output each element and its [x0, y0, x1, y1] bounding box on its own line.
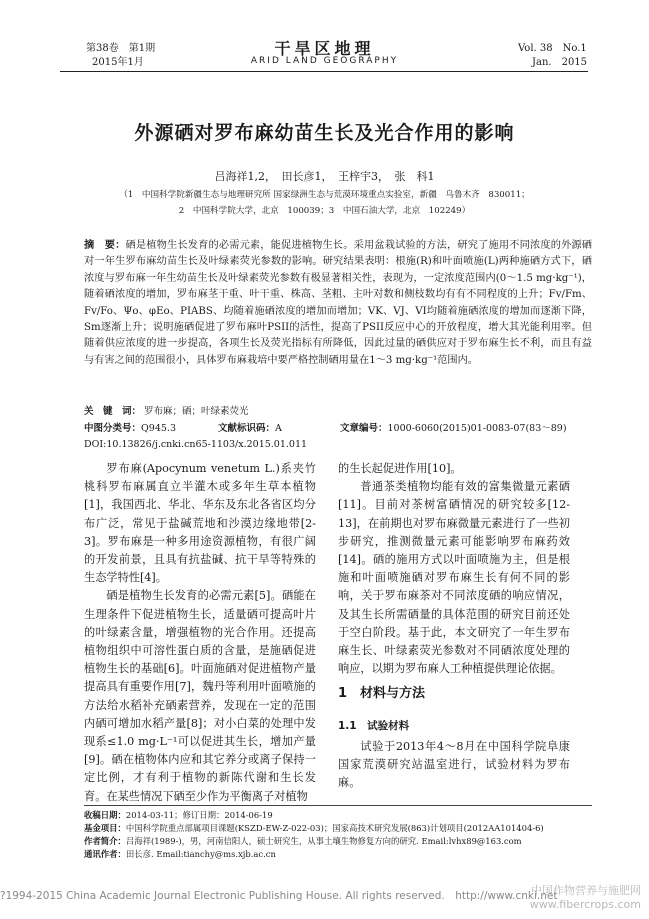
- keywords-text: 罗布麻；硒；叶绿素荧光: [144, 406, 249, 417]
- paragraph-continued: 的生长起促进作用[10]。: [338, 462, 462, 475]
- header-volume-cn: 第38卷 第1期: [86, 43, 156, 54]
- article-number: [340, 422, 567, 436]
- doc-label: 文献标识码：: [218, 423, 276, 434]
- affiliation-line-2: 2 中国科学院大学，北京 100039；3 中国石油大学，北京 102249）: [178, 206, 471, 216]
- paragraph-selenium: 硒是植物生长发育的必需元素[5]。硒能在生理条件下促进植物生长，适量硒可提高叶片的叶绿素含量，增强植物的光合作用。还提高植物组织中可溶性蛋白质的含量，是施硒促进植物生长的基础[6]。叶面施硒对促进植物产量提高具有重要作用[7]，魏丹等利用叶面喷施的方法给水稻补充硒素营养，发现在一定的范围内硒可增加水稻产量[8]；对小白菜的处理中发现系≤1.0 mg·L⁻¹可以促进其生长，增加产量[9]。硒在植物体内应和其它养分或离子保持一定比例，才有利于植物的新陈代谢和生长发育。在某些情况下硒至少作为平衡离子对植物: [84, 589, 316, 803]
- footnote-corresponding: 通讯作者：田长彦. Email:tianchy@ms.xjb.ac.cn: [84, 849, 276, 859]
- clc-value: Q945.3: [141, 423, 177, 434]
- header-date-cn: 2015年1月: [92, 57, 144, 68]
- authors: 吕海祥1,2， 田长彦1， 王梓宇3， 张 科1: [214, 170, 435, 183]
- header-date-en: Jan. 2015: [532, 57, 588, 68]
- paper-title: 外源硒对罗布麻幼苗生长及光合作用的影响: [134, 122, 515, 144]
- journal-name-en: ARID LAND GEOGRAPHY: [250, 56, 399, 66]
- watermark-line-1: 中国作物营养与施肥网: [531, 884, 641, 897]
- header-volume-en: Vol. 38 No.1: [518, 43, 587, 54]
- doc-code: [218, 422, 282, 436]
- header-rule: [60, 71, 588, 72]
- copyright-line: ?1994-2015 China Academic Journal Electronic Publishing House. All rights reserved. http://www.cnki.net: [0, 890, 558, 902]
- footnote-author: 作者简介：吕海祥(1989-)，男，河南信阳人，硕士研究生，从事土壤生物修复方向的研究. Email:lvhx89@163.com: [84, 836, 522, 846]
- watermark-line-2: www.fibercrops.com: [529, 898, 641, 911]
- left-column: [84, 460, 316, 806]
- paragraph-tea: 普通茶类植物均能有效的富集微量元素硒[11]。目前对茶树富硒情况的研究较多[12-13]，在前期也对罗布麻微量元素进行了一些初步研究，推测微量元素可能影响罗布麻药效[14]。硒的施用方式以叶面喷施为主，但是根施和叶面喷施硒对罗布麻生长有何不同的影响，关于罗布麻茶对不同浓度硒的响应情况，及其生长所需硒量的具体范围的研究目前还处于空白阶段。基于此，本文研究了一年生罗布麻生长、叶绿素荧光参数对不同硒浓度处理的响应，以期为罗布麻人工种植提供理论依据。: [338, 480, 570, 676]
- footnotes: [84, 809, 604, 861]
- article-value: 1000-6060(2015)01-0083-07(83～89): [387, 423, 567, 434]
- keywords-label: 关 键 词：: [84, 406, 142, 417]
- abstract-text: 硒是植物生长发育的必需元素，能促进植物生长。采用盆栽试验的方法，研究了施用不同浓度的外源硒对一年生罗布麻幼苗生长及叶绿素荧光参数的影响。研究结果表明：根施(R)和叶面喷施(L)两种施硒方式下，硒浓度与罗布麻一年生幼苗生长及叶绿素荧光参数有极显著相关性，表现为，一定浓度范围内(0～1.5 mg·kg⁻¹)，随着硒浓度的增加，罗布麻茎干重、叶干重、株高、茎粗、主叶对数和侧枝数均有有不同程度的上升；Fv/Fm、Fv/Fo、Ψo、φEo、PIABS、均随着施硒浓度的增加而增加；VK、VJ、VI均随着施硒浓度的增加而逐渐下降，Sm逐渐上升；说明施硒促进了罗布麻叶PSII的活性，提高了PSII反应中心的开放程度，增大其光能利用率。但随着供应浓度的进一步提高，各项生长及荧光指标有所降低，因此过量的硒供应对于罗布麻生长不利，而且有益与有害之间的范围很小，具体罗布麻栽培中要严格控制硒用量在1～3 mg·kg⁻¹范围内。: [84, 240, 592, 366]
- watermark: [530, 884, 641, 912]
- section-heading-1: 1 材料与方法: [338, 686, 426, 701]
- footnote-rule: [84, 805, 592, 806]
- paragraph-intro: 罗布麻(Apocynum venetum L.)系夹竹桃科罗布麻属直立半灌木或多年生草本植物[1]，我国西北、华北、华东及东北各省区均分布广泛，常见于盐碱荒地和沙漠边缘地带[2-3]。罗布麻是一种多用途资源植物，有很广阔的开发前景，且具有抗盐碱、抗干旱等特殊的生态学特性[4]。: [84, 462, 316, 585]
- clc-label: 中图分类号：: [84, 423, 142, 434]
- doi: DOI:10.13826/j.cnki.cn65-1103/x.2015.01.011: [84, 439, 308, 450]
- abstract-label: 摘 要：: [84, 240, 126, 251]
- section-heading-1-1: 1.1 试验材料: [338, 720, 410, 732]
- footnote-received: 收稿日期：2014-03-11；修订日期：2014-06-19: [84, 810, 273, 820]
- keywords: [84, 405, 249, 419]
- abstract: [84, 238, 592, 369]
- paragraph-materials: 试验于2013年4～8月在中国科学院阜康国家荒漠研究站温室进行，试验材料为罗布麻。: [338, 740, 570, 790]
- right-column: [338, 460, 570, 678]
- clc-number: [84, 422, 176, 436]
- article-label: 文章编号：: [340, 423, 388, 434]
- footnote-fund: 基金项目：中国科学院重点部属项目课题(KSZD-EW-Z-022-03)；国家高技术研究发展(863)计划项目(2012AA101404-6): [84, 823, 544, 833]
- affiliation-line-1: （1 中国科学院新疆生态与地理研究所 国家绿洲生态与荒漠环境重点实验室，新疆 乌鲁木齐 830011；: [119, 190, 530, 200]
- section-1-1-body: [338, 738, 570, 793]
- journal-name-cn: 干旱区地理: [274, 39, 375, 58]
- doc-value: A: [275, 423, 282, 434]
